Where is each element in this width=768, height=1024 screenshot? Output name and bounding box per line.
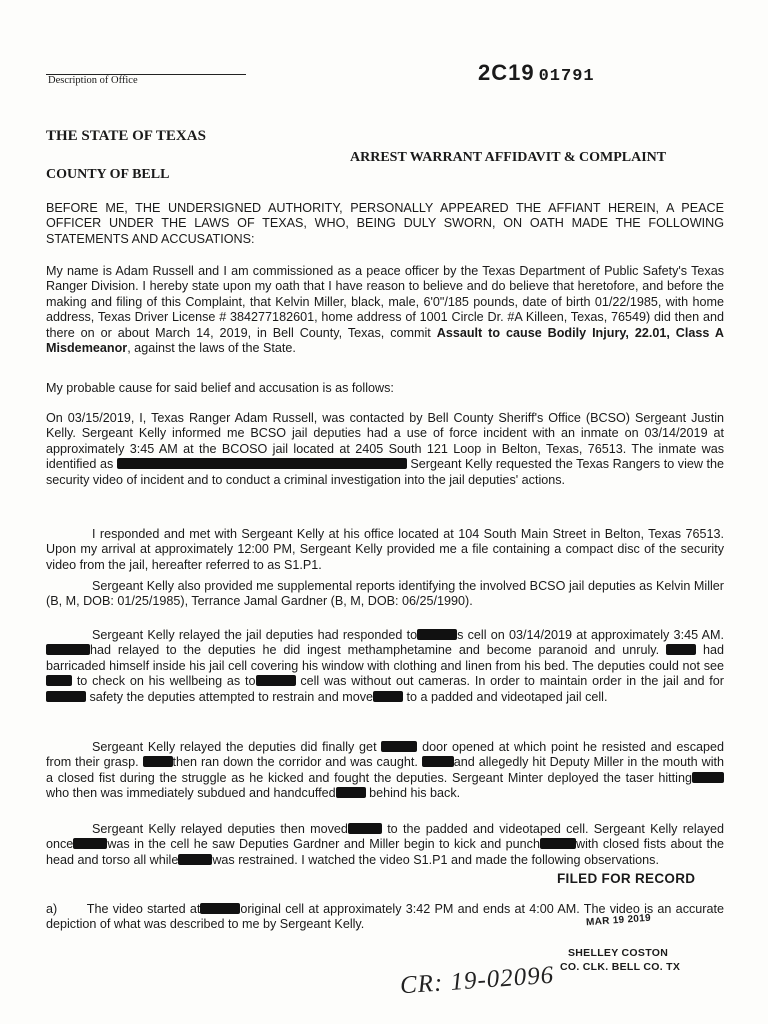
- stamp-date: MAR 19 2019: [585, 912, 652, 929]
- case-number-prefix: 2C19: [478, 60, 535, 85]
- probable-cause-heading: My probable cause for said belief and accusation is as follows:: [46, 381, 394, 395]
- escape-text-b: door opened at which point he resisted and escaped from their grasp.: [46, 740, 725, 770]
- observation-label: a): [46, 902, 58, 916]
- supplemental-paragraph: Sergeant Kelly also provided me supplemental reports identifying the involved BCSO jail deputies as Kelvin Miller (B, M, DOB: 01/25/1985), Terrance Jamal Gardner (B, M, DOB: 06/25/1990).: [46, 579, 724, 609]
- response-paragraph: I responded and met with Sergeant Kelly at his office located at 104 South Main Street in Belton, Texas 76513. Upon my arrival at approximately 12:00 PM, Sergeant Kelly provided me a file containing a compact disc of the security video from the jail, hereafter referred to as S1.P1.: [46, 527, 724, 572]
- redaction-bar: [117, 458, 407, 469]
- clerk-office: CO. CLK. BELL CO. TX: [560, 961, 681, 973]
- redaction-bar: [143, 756, 173, 767]
- escape-text-c: then ran down the corridor and was caught.: [172, 755, 418, 770]
- escape-text-f: behind his back.: [369, 786, 461, 801]
- incident-text-e: to check on his wellbeing as to: [76, 674, 256, 689]
- contact-text-cont: Sergeant Kelly requested the Texas Rangers to view the security video of incident and to conduct a criminal investigation into the jail deputies' actions.: [46, 457, 725, 487]
- incident-text-b: s cell on 03/14/2019 at approximately 3:45 AM.: [457, 628, 724, 642]
- contact-paragraph: [46, 411, 724, 488]
- contact-text: On 03/15/2019, I, Texas Ranger Adam Russell, was contacted by Bell County Sheriff's Office (BCSO) Sergeant Justin Kelly. Sergeant Kelly informed me BCSO jail deputies had a use of force incident with an inmate on 03/14/2019 at approximately 3:45 AM at the BCOSO jail located at 2405 South 121 Loop in Belton, Texas, 76513. The inmate was identified as: [46, 411, 724, 472]
- escape-text-e: who then was immediately subdued and handcuffed: [46, 786, 336, 801]
- redaction-bar: [46, 675, 72, 686]
- redaction-bar: [200, 903, 240, 914]
- incident-text-a: Sergeant Kelly relayed the jail deputies had responded to: [92, 628, 418, 642]
- description-of-office-label: Description of Office: [48, 75, 138, 86]
- redaction-bar: [348, 823, 382, 834]
- observation-text-a: The video started at: [86, 902, 201, 916]
- redaction-bar: [178, 854, 212, 865]
- redaction-bar: [73, 838, 107, 849]
- redaction-bar: [336, 787, 366, 798]
- filed-for-record-stamp: FILED FOR RECORD: [557, 871, 696, 886]
- escape-paragraph: [46, 740, 724, 802]
- clerk-name: SHELLEY COSTON: [568, 947, 669, 959]
- redaction-bar: [422, 756, 454, 767]
- assault-paragraph: [46, 822, 724, 868]
- redaction-bar: [417, 629, 457, 640]
- redaction-bar: [692, 772, 724, 783]
- redaction-bar: [46, 644, 90, 655]
- county-heading: COUNTY OF BELL: [46, 167, 170, 182]
- assault-text-c: was in the cell he saw Deputies Gardner and Miller begin to kick and punch: [107, 837, 540, 852]
- handwritten-case-reference: CR: 19-02096: [399, 961, 556, 1000]
- incident-text-g: safety the deputies attempted to restrain and move: [89, 689, 374, 704]
- assault-text-a: Sergeant Kelly relayed deputies then moved: [92, 822, 348, 836]
- incident-paragraph: [46, 628, 724, 705]
- escape-text-a: Sergeant Kelly relayed the deputies did finally get: [92, 740, 377, 754]
- offense-charge: Assault to cause Bodily Injury, 22.01, Class A Misdemeanor: [46, 325, 724, 356]
- incident-text-f: cell was without out cameras. In order to maintain order in the jail and for: [300, 674, 724, 689]
- case-number: [478, 60, 595, 86]
- state-heading: THE STATE OF TEXAS: [46, 128, 206, 144]
- affiant-text: My name is Adam Russell and I am commissioned as a peace officer by the Texas Department of Public Safety's Texas Ranger Division. I hereby state upon my oath that I have reason to believe and do believe that heretofore, and before the making and filing of this Complaint, that Kelvin Miller, black, male, 6'0"/185 pounds, date of birth 01/22/1985, with home address, Texas Driver License # 384277182601, home address of 1001 Circle Dr. #A Killeen, Texas, 76549) did then and there on or about March 14, 2019, in Bell County, Texas, commit: [46, 264, 724, 340]
- case-number-suffix: 01791: [538, 67, 595, 86]
- redaction-bar: [540, 838, 576, 849]
- incident-text-d: had barricaded himself inside his jail cell covering his window with clothing and linen from his bed. The deputies could not see: [46, 643, 724, 673]
- redaction-bar: [381, 741, 417, 752]
- redaction-bar: [666, 644, 696, 655]
- affiant-text-end: , against the laws of the State.: [127, 341, 296, 356]
- intro-paragraph: BEFORE ME, THE UNDERSIGNED AUTHORITY, PERSONALLY APPEARED THE AFFIANT HEREIN, A PEACE OFFICER UNDER THE LAWS OF TEXAS, WHO, BEING DULY SWORN, ON OATH MADE THE FOLLOWING STATEMENTS AND ACCUSATIONS:: [46, 201, 724, 246]
- assault-text-b: to the padded and videotaped cell. Sergeant Kelly relayed once: [46, 822, 725, 852]
- incident-text-h: to a padded and videotaped jail cell.: [406, 689, 608, 704]
- document-title: ARREST WARRANT AFFIDAVIT & COMPLAINT: [350, 150, 667, 165]
- affiant-paragraph: [46, 264, 724, 356]
- redaction-bar: [256, 675, 296, 686]
- assault-text-e: was restrained. I watched the video S1.P1 and made the following observations.: [212, 852, 659, 867]
- escape-text-d: and allegedly hit Deputy Miller in the mouth with a closed fist during the struggle as he kicked and fought the deputies. Sergeant Minter deployed the taser hitting: [46, 755, 725, 785]
- observation-text-b: original cell at approximately 3:42 PM and ends at 4:00 AM. The video is an accurate depiction of what was described to me by Sergeant Kelly.: [46, 902, 724, 932]
- redaction-bar: [373, 691, 403, 702]
- assault-text-d: with closed fists about the head and torso all while: [46, 837, 724, 867]
- redaction-bar: [46, 691, 86, 702]
- incident-text-c: had relayed to the deputies he did ingest methamphetamine and become paranoid and unruly.: [90, 643, 660, 658]
